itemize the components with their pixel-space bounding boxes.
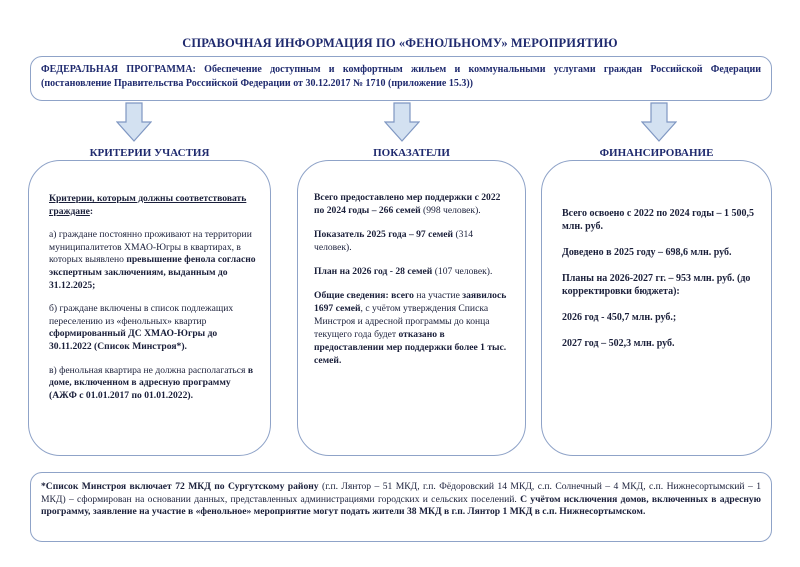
finance-2027: 2027 год – 502,3 млн. руб. <box>562 338 675 349</box>
arrow-down-icon <box>116 102 152 142</box>
indicator-plan-2026: План на 2026 год - 28 семей (107 человек). <box>314 266 493 277</box>
criteria-item-b: б) граждане включены в список подлежащих переселению из «фенольных» квартир сформированный ДС ХМАО-Югры до 30.11.2022 (Список Минстроя*). <box>49 303 234 352</box>
footnote-bold-2: С учётом исключения домов, включенных в адресную программу, заявление на участие в «фенольное» мероприятие могут подать жители 38 МКД в г.п. Лянтор 1 МКД в с.п. Нижнесортымском. <box>41 493 762 518</box>
federal-program-text: ФЕДЕРАЛЬНАЯ ПРОГРАММА: Обеспечение доступным и комфортным жильем и коммунальными услугами граждан Российской Федерации (постановление Правительства Российской Федерации от 30.12.2017 № 1710 (приложение 15.3)) <box>41 64 761 89</box>
finance-plans: Планы на 2026-2027 гг. – 953 млн. руб. (до корректировки бюджета): <box>562 273 751 297</box>
finance-2026: 2026 год - 450,7 млн. руб.; <box>562 312 677 323</box>
finance-heading: ФИНАНСИРОВАНИЕ <box>599 147 714 159</box>
finance-box <box>541 160 772 456</box>
indicator-total: Всего предоставлено мер поддержки с 2022 по 2024 годы – 266 семей (998 человек). <box>314 192 501 216</box>
footnote-bold-1: *Список Минстроя включает 72 МКД по Сургутскому району <box>41 481 319 492</box>
arrow-down-icon <box>641 102 677 142</box>
indicators-heading: ПОКАЗАТЕЛИ <box>373 147 450 159</box>
finance-2025: Доведено в 2025 году – 698,6 млн. руб. <box>562 247 732 258</box>
footnote-plain: (г.п. Лянтор – 51 МКД, г.п. Фёдоровский 14 МКД, с.п. Солнечный – 4 МКД, с.п. Нижнесортымский – 1 МКД) – сформирован на основании данных, представленных администрациями городских и сельских поселений. <box>41 481 761 505</box>
criteria-box <box>28 160 271 456</box>
indicator-general-info: Общие сведения: всего на участие заявилось 1697 семей, с учётом утверждения Списка Минстроя и адресной программы до конца текущего года будет отказано в предоставлении мер поддержки более 1 тыс. семей. <box>314 290 507 366</box>
criteria-intro: Критерии, которым должны соответствовать граждане: <box>49 193 247 217</box>
arrow-down-icon <box>384 102 420 142</box>
finance-total: Всего освоено с 2022 по 2024 годы – 1 500,5 млн. руб. <box>562 208 755 232</box>
page-title: СПРАВОЧНАЯ ИНФОРМАЦИЯ ПО «ФЕНОЛЬНОМУ» МЕРОПРИЯТИЮ <box>182 36 618 50</box>
criteria-heading: КРИТЕРИИ УЧАСТИЯ <box>89 147 210 159</box>
indicators-box <box>297 160 526 456</box>
footnote-box <box>30 472 772 542</box>
criteria-item-c: в) фенольная квартира не должна располагаться в доме, включенном в адресную программу (АЖФ с 01.01.2017 по 01.01.2022). <box>49 364 254 401</box>
criteria-item-a: а) граждане постоянно проживают на территории муниципалитетов ХМАО-Югры в квартирах, в которых выявлено превышение фенола согласно экспертным заключениям, выданным до 31.12.2025; <box>49 229 256 291</box>
indicator-2025: Показатель 2025 года – 97 семей (314 человек). <box>314 229 474 253</box>
federal-program-box <box>30 56 772 101</box>
